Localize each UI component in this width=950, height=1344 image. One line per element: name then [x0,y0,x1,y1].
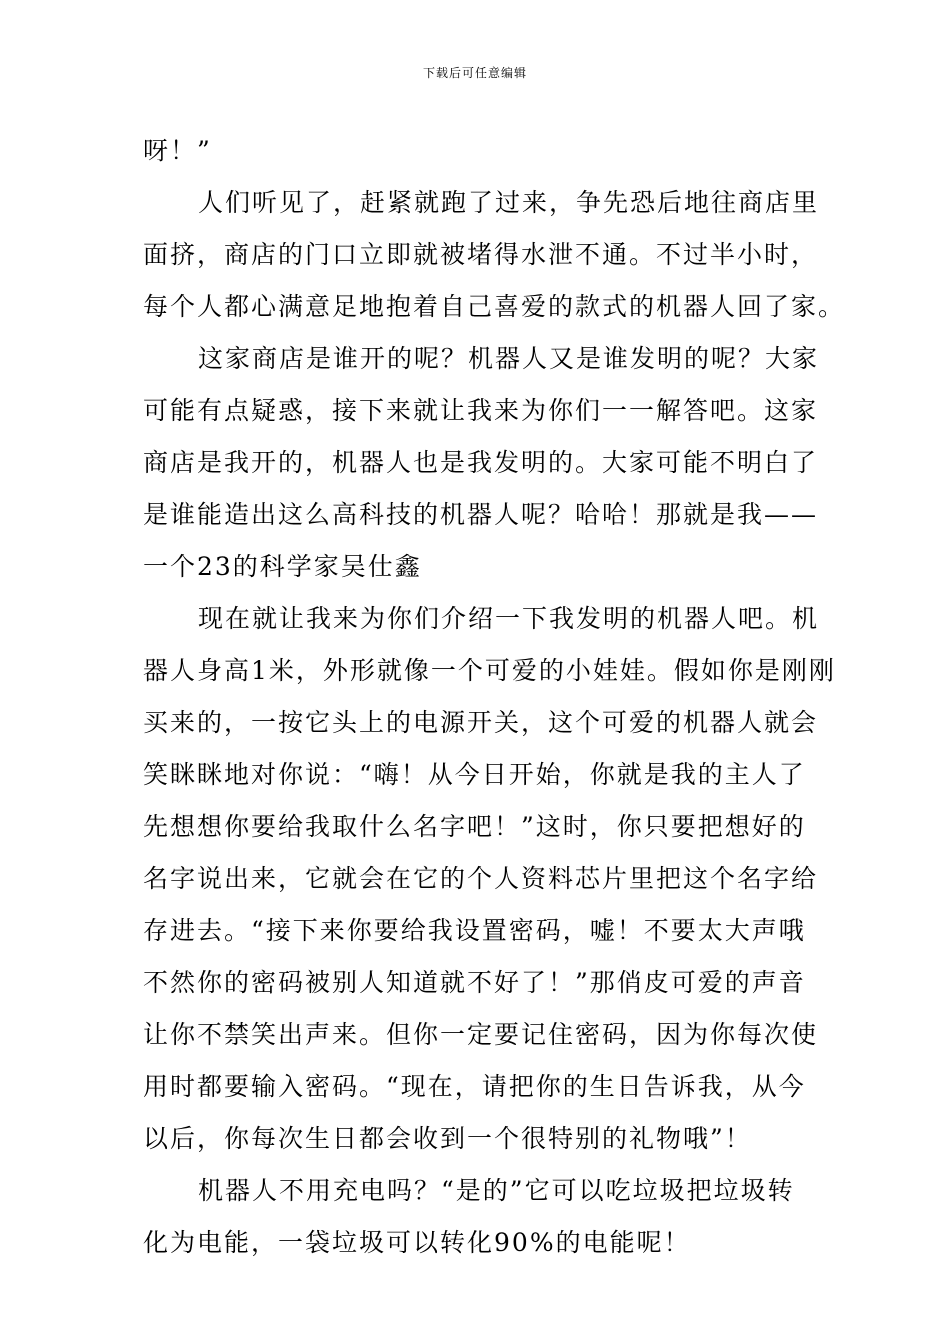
text-line: 以后，你每次生日都会收到一个很特别的礼物哦”！ [143,1124,752,1153]
text-line: 是谁能造出这么高科技的机器人呢？哈哈！那就是我—— [143,500,819,529]
text-line: 呀！” [143,136,212,165]
text-line: 先想想你要给我取什么名字吧！”这时，你只要把想好的 [143,812,806,841]
text-line: 笑眯眯地对你说：“嗨！从今日开始，你就是我的主人了 [143,760,806,789]
text-line: 买来的，一按它头上的电源开关，这个可爱的机器人就会 [143,708,819,737]
text-line: 人们听见了，赶紧就跑了过来，争先恐后地往商店里 [198,188,820,217]
text-line: 一个23的科学家吴仕鑫 [143,552,422,581]
text-line: 机器人不用充电吗？“是的”它可以吃垃圾把垃圾转 [198,1176,795,1205]
text-line: 化为电能，一袋垃圾可以转化90%的电能呢！ [143,1228,691,1257]
text-line: 名字说出来，它就会在它的个人资料芯片里把这个名字给 [143,864,819,893]
text-line: 这家商店是谁开的呢？机器人又是谁发明的呢？大家 [198,344,820,373]
text-line: 现在就让我来为你们介绍一下我发明的机器人吧。机 [198,604,820,633]
text-line: 可能有点疑惑，接下来就让我来为你们一一解答吧。这家 [143,396,819,425]
page-header: 下载后可任意编辑 [422,66,527,80]
text-line: 用时都要输入密码。“现在，请把你的生日告诉我，从今 [143,1072,806,1101]
text-line: 让你不禁笑出声来。但你一定要记住密码，因为你每次使 [143,1020,819,1049]
text-line: 面挤，商店的门口立即就被堵得水泄不通。不过半小时， [143,240,819,269]
text-line: 存进去。“接下来你要给我设置密码，嘘！不要太大声哦 [143,916,806,945]
document-body [143,125,846,1269]
text-line: 不然你的密码被别人知道就不好了！”那俏皮可爱的声音 [143,968,806,997]
text-line: 器人身高1米，外形就像一个可爱的小娃娃。假如你是刚刚 [143,656,836,685]
text-line: 商店是我开的，机器人也是我发明的。大家可能不明白了 [143,448,819,477]
text-line: 每个人都心满意足地抱着自己喜爱的款式的机器人回了家。 [143,292,846,321]
